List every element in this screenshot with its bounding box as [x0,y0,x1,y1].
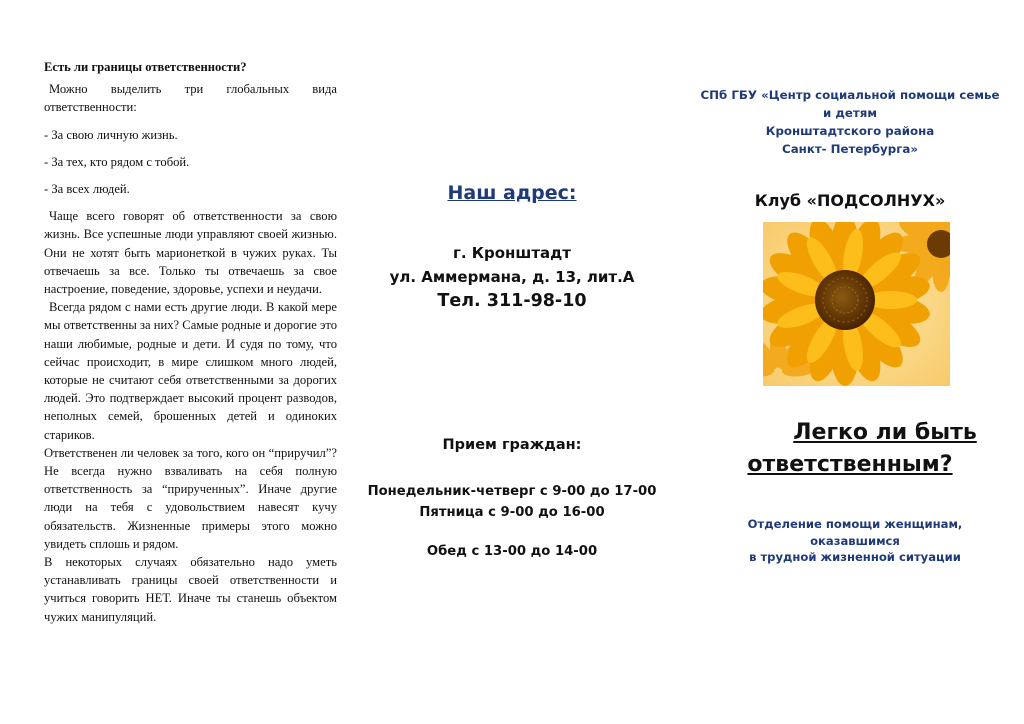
org-line: и детям [823,106,877,120]
organization-name [690,86,1010,158]
intro-paragraph: Можно выделить три глобальных вида ответственности: [44,82,337,115]
lunch-break: Обед с 13-00 до 14-00 [426,544,598,559]
hours-friday: Пятница с 9-00 до 16-00 [419,505,605,520]
list-item: - За всех людей. [44,182,130,197]
org-line: Санкт- Петербурга» [782,142,918,156]
paragraph-boundaries: В некоторых случаях обязательно надо уметь устанавливать границы своей ответственности и учиться говорить НЕТ. Иначе ты станешь объектом чужих манипуляций. [44,555,337,624]
address-street: ул. Аммермана, д. 13, лит.А [389,268,635,286]
org-line: СПб ГБУ «Центр социальной помощи семье [700,88,1000,102]
org-line: Кронштадтского района [765,124,935,138]
hours-weekdays: Понедельник-четверг с 9-00 до 17-00 [367,484,657,499]
dept-line: Отделение помощи женщинам, [747,517,963,531]
paragraph-own-life: Чаще всего говорят об ответственности за свою жизнь. Все успешные люди управляют своей жизнью. Они не хотят быть марионеткой в чужих руках. Ты отвечаешь за все. Только ты отвечаешь за свое настроение, поведение, здоровье, успехи и неудачи. [44,209,337,297]
phone-number: Тел. 311-98-10 [437,291,587,311]
reception-title: Прием граждан: [442,437,582,453]
address-city: г. Кронштадт [453,244,571,262]
paragraph-others: Всегда рядом с нами есть другие люди. В какой мере мы ответственны за них? Самые родные и дорогие это наши любимые, родные и дети. И судя по тому, что сейчас происходит, в мире слишком много людей, которые не считают себя ответственными за дорогих людей. Это подтверждает высокий процент разводов, неполных семей, брошенных детей и одиноких стариков. [44,300,337,442]
department-name [720,516,990,566]
dept-line: оказавшимся [810,533,900,548]
dept-line: в трудной жизненной ситуации [749,550,961,564]
club-title: Клуб «ПОДСОЛНУХ» [754,191,946,210]
sunflower-image [763,222,950,386]
sunflower-icon [763,222,950,386]
list-item: - За свою личную жизнь. [44,127,178,142]
main-question-line-2: ответственным? [747,452,953,477]
main-question-line-1: Легко ли быть [793,420,977,445]
section-heading: Есть ли границы ответственности? [44,60,247,74]
address-title: Наш адрес: [447,182,577,204]
paragraph-tamed: Ответственен ли человек за того, кого он “приручил”? Не всегда нужно взваливать на себя полную ответственность за “прирученных”. Иначе другие люди на тебя с удовольствием навесят кучу обязательств. Жизненные примеры этого можно увидеть сплошь и рядом. [44,445,337,551]
list-item: - За тех, кто рядом с тобой. [44,154,190,169]
left-panel [44,58,337,626]
